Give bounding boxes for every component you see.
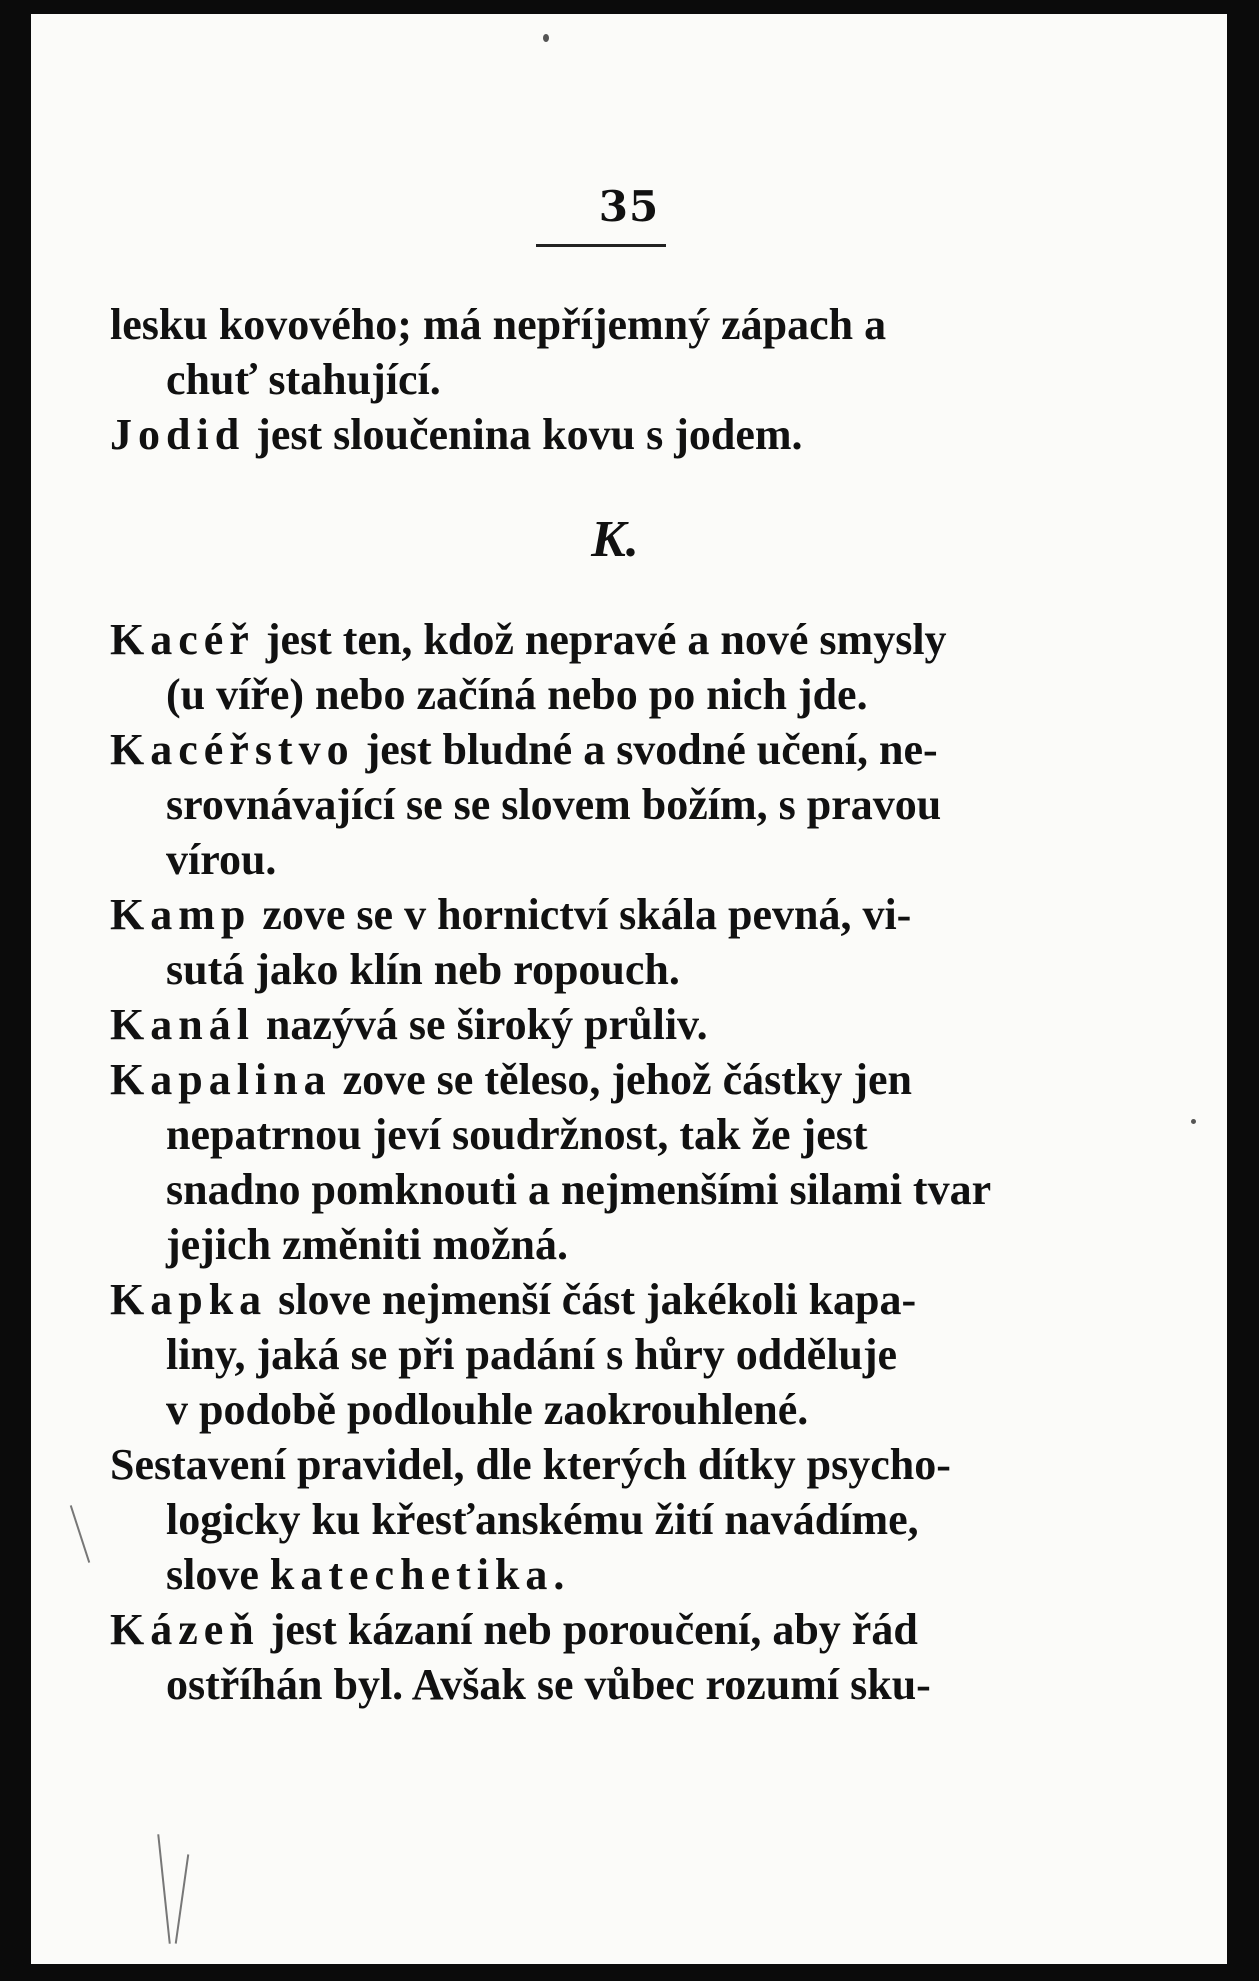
- entry-text: lesku kovového; má nepříjemný zápach a chuť stahující.: [110, 300, 887, 404]
- scan-artifact-speck: [543, 34, 549, 42]
- entry-jodid: [110, 407, 1120, 462]
- entry-term: Kanál: [110, 1000, 255, 1049]
- scan-artifact-line: [70, 1505, 90, 1563]
- scan-artifact-line: [157, 1834, 170, 1944]
- section-heading-k: K.: [591, 511, 639, 568]
- entry-term: Kacéřstvo: [110, 725, 355, 774]
- entry-lead: Sestavení pravidel, dle kterých dítky psycho- logicky ku křesťanskému žití navádíme, slove: [110, 1440, 951, 1599]
- scan-artifact-speck: [1191, 1119, 1196, 1124]
- entry-kapalina: [110, 1052, 1120, 1272]
- entry-kamp: [110, 887, 1120, 997]
- entry-kapka: [110, 1272, 1120, 1437]
- entry-term: Kacéř: [110, 615, 255, 664]
- entry-term: Kamp: [110, 890, 252, 939]
- entry-text: jest ten, kdož nepravé a nové smysly (u víře) nebo začíná nebo po nich jde.: [166, 615, 947, 719]
- entry-kacer: [110, 612, 1120, 722]
- entry-text: jest sloučenina kovu s jodem.: [245, 410, 803, 459]
- entry-term: katechetika: [269, 1550, 554, 1599]
- paper-sheet: [31, 14, 1227, 1964]
- scan-artifact-line: [175, 1854, 190, 1943]
- page-text: [110, 297, 1120, 1712]
- entry-term: Kapka: [110, 1275, 268, 1324]
- entry-text: nazývá se široký průliv.: [254, 1000, 708, 1049]
- entry-term: Jodid: [110, 410, 246, 459]
- page-number: 35: [598, 182, 660, 231]
- entry-text: jest bludné a svodné učení, ne- srovnávající se se slovem božím, s pravou vírou.: [166, 725, 942, 884]
- page-number-rule: [536, 244, 666, 247]
- entry-kanal: [110, 997, 1120, 1052]
- entry-kazen: [110, 1602, 1120, 1712]
- entry-kacerstvo: [110, 722, 1120, 887]
- entry-text: jest kázaní neb poroučení, aby řád ostříhán byl. Avšak se vůbec rozumí sku-: [166, 1605, 931, 1709]
- entry-text: .: [553, 1550, 565, 1599]
- entry-text: zove se v hornictví skála pevná, vi- sutá jako klín neb ropouch.: [166, 890, 912, 994]
- entry-text: slove nejmenší část jakékoli kapa- liny, jaká se při padání s hůry odděluje v podobě podlouhle zaokrouhlené.: [166, 1275, 917, 1434]
- entry-text: zove se těleso, jehož částky jen nepatrnou jeví soudržnost, tak že jest snadno pomknouti a nejmenšími silami tvar jejich změniti možná.: [166, 1055, 992, 1269]
- entry-term: Kázeň: [110, 1605, 260, 1654]
- entry-katechetika: [110, 1437, 1120, 1602]
- entry-term: Kapalina: [110, 1055, 332, 1104]
- entry-continuation: [110, 297, 1120, 407]
